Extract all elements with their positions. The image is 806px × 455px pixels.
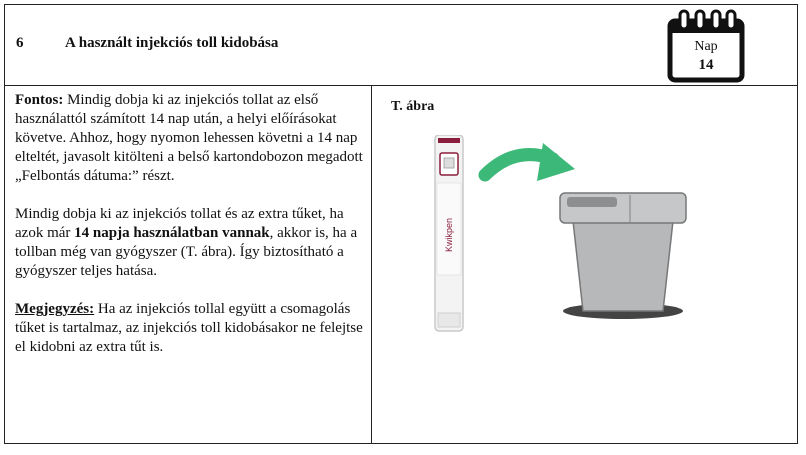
trash-bin-icon: [560, 193, 686, 319]
note-paragraph: [15, 300, 365, 357]
disposal-emphasis: 14 napja használatban vannak: [74, 225, 270, 241]
disposal-paragraph: [15, 205, 365, 281]
calendar-icon: [667, 9, 745, 83]
section-number: 6: [16, 35, 24, 51]
disposal-text-b: , akkor is, ha a tollban még van gyógyszer (T. ábra). Így biztosítható a gyógyszer teljes hatása.: [15, 225, 358, 279]
important-paragraph: [15, 91, 365, 186]
figure-label: T. ábra: [391, 99, 435, 114]
column-divider: [371, 85, 372, 443]
section-title: A használt injekciós toll kidobása: [65, 35, 279, 51]
pen-brand-label: Kwikpen: [444, 217, 454, 253]
note-text: Ha az injekciós tollal együtt a csomagolás tűket is tartalmaz, az injekciós toll kidobásakor ne felejtse el kidobni az extra tűt is.: [15, 301, 363, 355]
arrow-icon: [485, 143, 575, 181]
calendar-label: Nap: [694, 39, 718, 54]
instruction-table: [4, 4, 798, 444]
important-label: Fontos:: [15, 92, 64, 108]
disposal-text-a: Mindig dobja ki az injekciós tollat és az extra tűket, ha azok már: [15, 206, 344, 241]
note-label: Megjegyzés:: [15, 301, 95, 317]
injection-pen-icon: [435, 135, 463, 331]
section-header: [5, 5, 797, 86]
instructions-text: [15, 91, 365, 357]
calendar-day: 14: [698, 57, 714, 73]
important-text: Mindig dobja ki az injekciós tollat az első használattól számított 14 nap után, a helyi előírásokat követve. Ahhoz, hogy nyomon lehessen követni a 14 nap elteltét, javasolt kitölteni a belső kartondobozon megadott „Felbontás dátuma:” részt.: [15, 92, 363, 184]
figure-illustration: [425, 135, 705, 335]
